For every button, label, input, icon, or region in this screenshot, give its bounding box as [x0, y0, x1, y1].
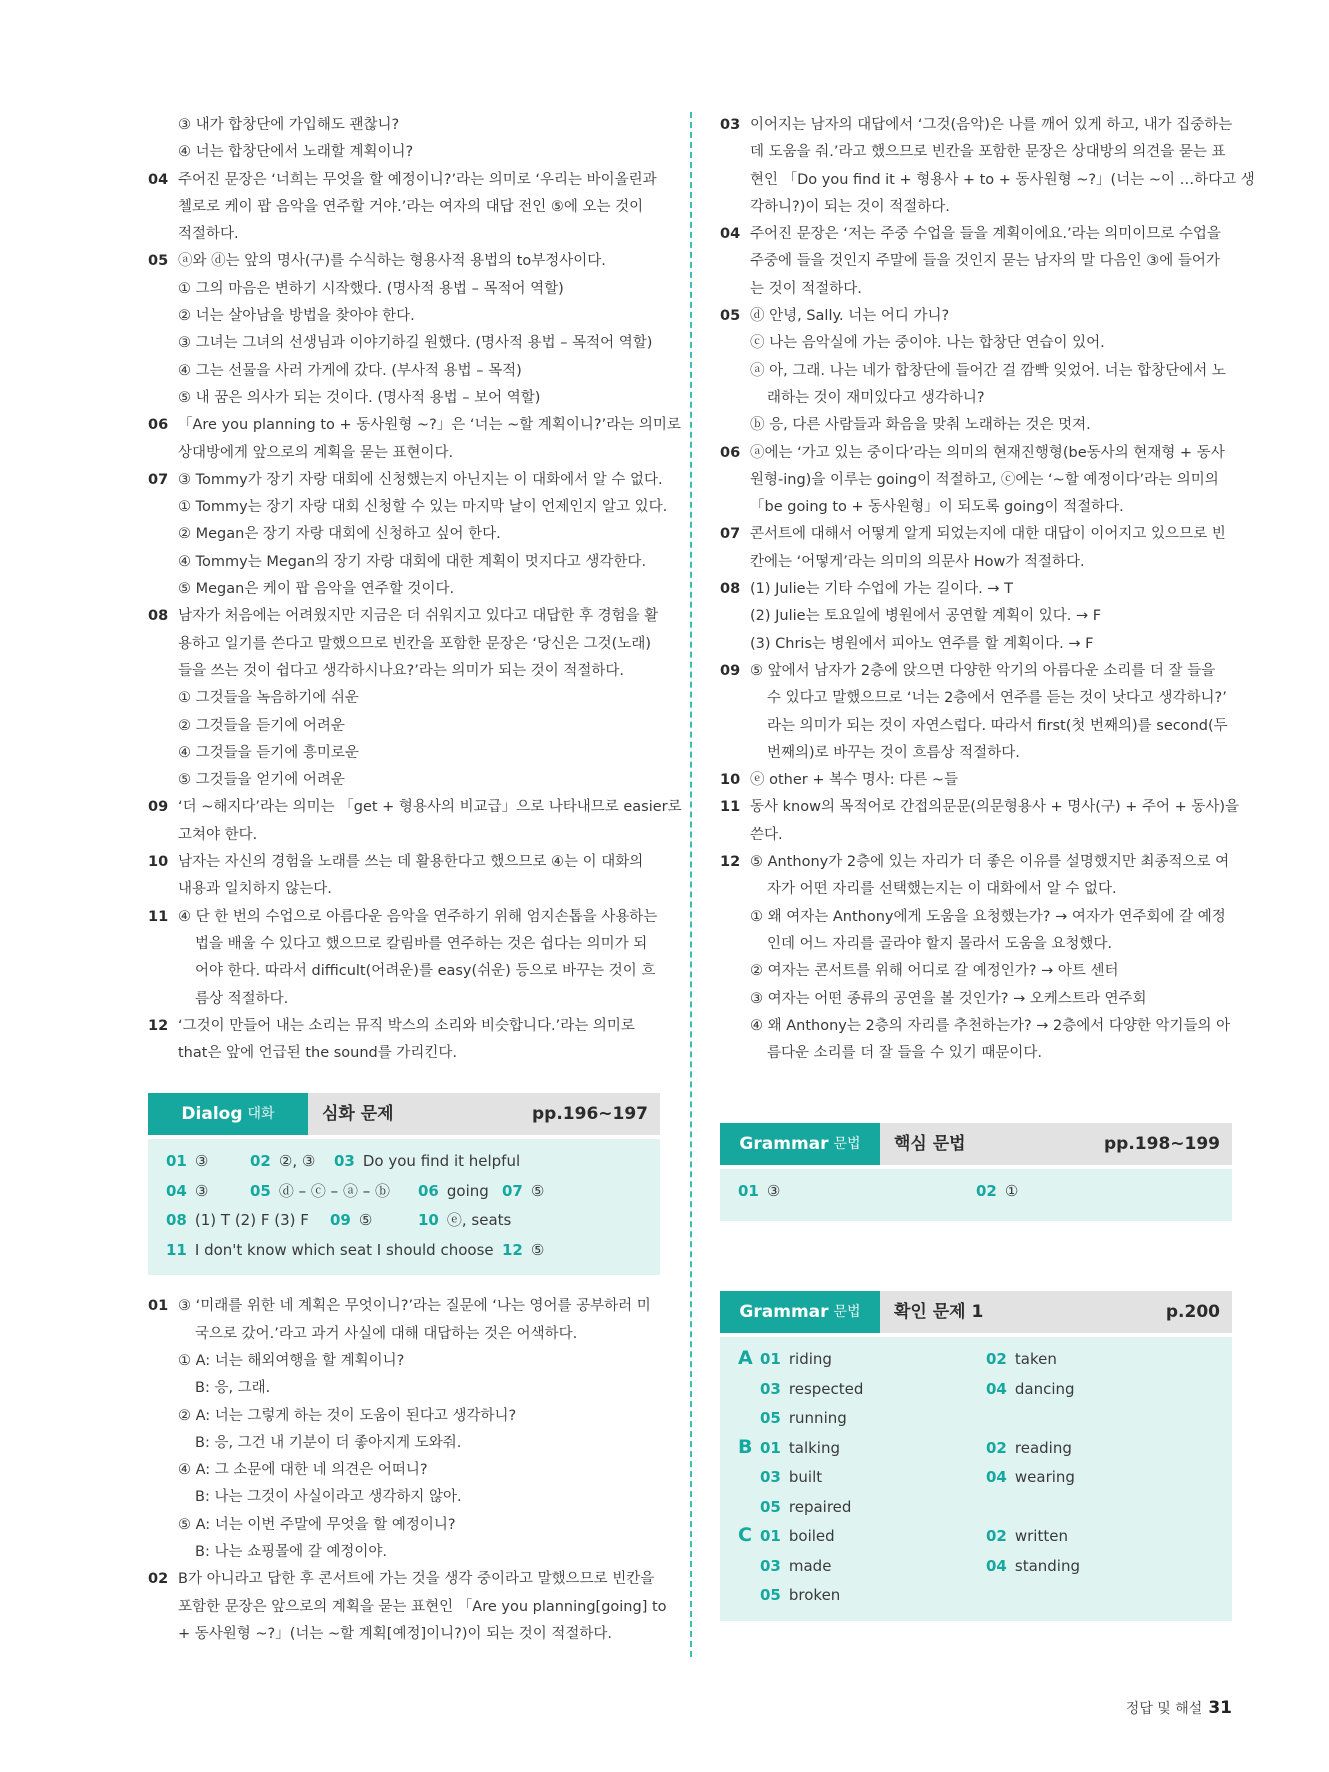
dialog-answers — [148, 1139, 660, 1275]
explanation-line: (3) Chris는 병원에서 피아노 연주를 할 계획이다. → F — [750, 635, 1094, 652]
explanation-line: 인데 어느 자리를 골라야 할지 몰라서 도움을 요청했다. — [767, 935, 1113, 952]
answer-cell — [986, 1522, 1068, 1552]
explanation-line: 데 도움을 줘.’라고 했으므로 빈칸을 포함한 문장은 상대방의 의견을 묻는 표 — [750, 144, 1226, 161]
dialog-section — [148, 1093, 660, 1275]
answer-value: ⑤ — [358, 1211, 373, 1230]
explanation-line: 현인 「Do you find it + 형용사 + to + 동사원형 ~?」(너는 ~이 …하다고 생 — [750, 171, 1255, 188]
item-number: 05 — [148, 253, 169, 270]
dialog-tag-en: Dialog — [181, 1103, 243, 1124]
explanation-line: 쓴다. — [750, 826, 783, 843]
answer-number: 11 — [166, 1240, 187, 1259]
explanation-line: 번째의)로 바꾸는 것이 흐름상 적절하다. — [767, 744, 1020, 761]
explanation-line: 고쳐야 한다. — [178, 826, 258, 843]
answer-value: standing — [1014, 1556, 1080, 1575]
dialog-pages: pp.196~197 — [531, 1103, 648, 1124]
explanation-line: 주어진 문장은 ‘저는 주중 수업을 들을 계획이에요.’라는 의미이므로 수업을 — [750, 226, 1221, 243]
explanation-line: 주중에 들을 것인지 주말에 들을 것인지 묻는 남자의 말 다음인 ③에 들어가 — [750, 253, 1220, 270]
explanation-item — [148, 467, 668, 603]
answer-cell — [250, 1177, 390, 1207]
explanation-item — [148, 412, 681, 467]
answer-cell — [986, 1463, 1075, 1493]
top-choices — [148, 112, 660, 167]
item-number: 09 — [720, 662, 741, 679]
answer-cell — [250, 1147, 315, 1177]
answer-value: ③ — [194, 1181, 209, 1200]
explanation-line: ⓒ 나는 음악실에 가는 중이야. 나는 합창단 연습이 있어. — [750, 335, 1105, 352]
explanation-line: ‘그것이 만들어 내는 소리는 뮤직 박스의 소리와 비슷합니다.’라는 의미로 — [178, 1017, 635, 1034]
explanation-line: 이어지는 남자의 대답에서 ‘그것(음악)은 나를 깨어 있게 하고, 내가 집중하는 — [750, 117, 1233, 133]
explanation-line: (1) Julie는 기타 수업에 가는 길이다. → T — [750, 581, 1013, 598]
answer-value: ⑤ — [530, 1181, 545, 1200]
explanation-line: 름상 적절하다. — [195, 990, 289, 1007]
grammar-core-tag-en: Grammar — [739, 1133, 829, 1154]
explanation-line: 용하고 일기를 쓴다고 말했으므로 빈칸을 포함한 문장은 ‘당신은 그것(노래) — [178, 635, 652, 652]
answer-value: written — [1014, 1527, 1068, 1546]
answer-cell — [738, 1177, 780, 1207]
answer-value: made — [788, 1556, 832, 1575]
dialog-title: 심화 문제 — [322, 1103, 394, 1124]
answer-row — [166, 1236, 642, 1266]
grammar-check-title: 확인 문제 1 — [894, 1301, 984, 1322]
section-letter: B — [738, 1435, 753, 1458]
explanation-line: 원형-ing)을 이루는 going이 적절하고, ⓒ에는 ‘~할 예정이다’라는 의미의 — [750, 471, 1219, 488]
explanation-line: ④ A: 그 소문에 대한 네 의견은 어떠니? — [178, 1462, 428, 1479]
explanation-line: ② Megan은 장기 자랑 대회에 신청하고 싶어 한다. — [178, 526, 501, 543]
dialog-tag — [148, 1093, 308, 1135]
answer-number: 01 — [760, 1350, 781, 1369]
left-column — [148, 112, 682, 1648]
answer-value: ① — [1004, 1182, 1019, 1201]
answer-cell — [976, 1177, 1018, 1207]
answer-number: 02 — [986, 1350, 1007, 1369]
answer-number: 05 — [760, 1409, 781, 1428]
explanation-line: ⓐ에는 ‘가고 있는 중이다’라는 의미의 현재진행형(be동사의 현재형 + 동사 — [750, 444, 1225, 461]
explanation-line: 는 것이 적절하다. — [750, 280, 862, 297]
explanation-line: ⑤ Megan은 케이 팝 음악을 연주할 것이다. — [178, 581, 455, 598]
answer-value: taken — [1014, 1350, 1057, 1369]
explanation-line: ① 그것들을 녹음하기에 쉬운 — [178, 690, 359, 707]
item-number: 11 — [148, 908, 169, 925]
grammar-core-header — [720, 1123, 1232, 1165]
explanation-line: ⓑ 응, 다른 사람들과 화음을 맞춰 노래하는 것은 멋져. — [750, 417, 1091, 434]
explanation-line: ① Tommy는 장기 자랑 대회 신청할 수 있는 마지막 날이 언제인지 알고 있다. — [178, 499, 668, 516]
explanation-item — [720, 440, 1232, 522]
explanation-item — [148, 603, 660, 794]
right-column — [720, 112, 1255, 1621]
explanation-item — [148, 1013, 660, 1068]
explanation-item — [720, 658, 1232, 767]
answer-cell — [166, 1177, 208, 1207]
explanation-line: 첼로로 케이 팝 음악을 연주할 거야.’라는 여자의 대답 전인 ⑤에 오는 것이 — [178, 198, 644, 215]
answer-number: 01 — [760, 1527, 781, 1546]
answer-number: 05 — [760, 1586, 781, 1605]
explanation-line: 상대방에게 앞으로의 계획을 묻는 표현이다. — [178, 444, 454, 461]
explanation-item — [720, 849, 1232, 1067]
explanation-line: ⓔ other + 복수 명사: 다른 ~들 — [750, 772, 959, 789]
explanation-line: 라는 의미가 되는 것이 자연스럽다. 따라서 first(첫 번째의)를 second(두 — [767, 717, 1228, 734]
grammar-check-pages: p.200 — [1165, 1301, 1220, 1322]
grammar-check-answers — [720, 1337, 1232, 1621]
dialog-header — [148, 1093, 660, 1135]
explanation-line: ③ 그녀는 그녀의 선생님과 이야기하길 원했다. (명사적 용법 – 목적어 역할) — [178, 335, 653, 352]
answer-value: broken — [788, 1586, 841, 1605]
footer-label: 정답 및 해설 — [1125, 1701, 1203, 1717]
answer-value: dancing — [1014, 1379, 1075, 1398]
explanation-line: ④ Tommy는 Megan의 장기 자랑 대회에 대한 계획이 멋지다고 생각한다. — [178, 553, 647, 570]
answer-cell — [986, 1434, 1072, 1464]
explanation-line: ① 그의 마음은 변하기 시작했다. (명사적 용법 – 목적어 역할) — [178, 280, 564, 297]
explanation-item — [148, 248, 660, 412]
answer-value: running — [788, 1409, 847, 1428]
item-number: 08 — [148, 608, 169, 625]
explanation-item — [148, 1293, 660, 1566]
grammar-core-answers — [720, 1169, 1232, 1221]
choice-line: ④ 너는 합창단에서 노래할 계획이니? — [178, 144, 414, 161]
answer-value: ⑤ — [530, 1240, 545, 1259]
answer-value: riding — [788, 1350, 832, 1369]
item-number: 04 — [720, 226, 741, 243]
grammar-check-tag-en: Grammar — [739, 1301, 829, 1322]
explanation-line: B: 응, 그래. — [195, 1380, 271, 1397]
explanation-line: ⓐ와 ⓓ는 앞의 명사(구)를 수식하는 형용사적 용법의 to부정사이다. — [178, 253, 606, 270]
column-divider — [690, 112, 692, 1657]
answer-row — [738, 1434, 1214, 1464]
explanation-line: ② 여자는 콘서트를 위해 어디로 갈 예정인가? → 아트 센터 — [750, 963, 1119, 980]
answer-value: I don't know which seat I should choose — [194, 1240, 494, 1259]
answer-value: ③ — [766, 1182, 781, 1201]
item-number: 07 — [720, 526, 741, 543]
explanation-line: 주어진 문장은 ‘너희는 무엇을 할 예정이니?’라는 의미로 ‘우리는 바이올린과 — [178, 171, 657, 188]
item-number: 07 — [148, 471, 169, 488]
answer-value: ⓓ – ⓒ – ⓐ – ⓑ — [278, 1181, 390, 1200]
explanation-item — [148, 1566, 667, 1648]
answer-number: 12 — [502, 1240, 523, 1259]
explanation-line: ⑤ A: 너는 이번 주말에 무엇을 할 예정이니? — [178, 1516, 456, 1533]
explanation-line: ① 왜 여자는 Anthony에게 도움을 요청했는가? → 여자가 연주회에 갈 예정 — [750, 908, 1226, 925]
explanation-line: 적절하다. — [178, 226, 239, 243]
explanation-line: 래하는 것이 재미있다고 생각하니? — [767, 389, 985, 406]
answer-cell — [986, 1345, 1057, 1375]
answer-number: 02 — [986, 1438, 1007, 1457]
answer-row — [166, 1147, 642, 1177]
answer-row — [738, 1345, 1214, 1375]
item-number: 12 — [148, 1017, 169, 1034]
answer-cell — [334, 1147, 520, 1177]
explanation-line: 어야 한다. 따라서 difficult(어려운)를 easy(쉬운) 등으로 바꾸는 것이 흐 — [195, 963, 656, 980]
explanation-line: that은 앞에 언급된 the sound를 가리킨다. — [178, 1045, 457, 1062]
answer-row — [738, 1177, 1214, 1207]
answer-number: 02 — [976, 1182, 997, 1201]
explanation-line: B: 응, 그건 내 기분이 더 좋아지게 도와줘. — [195, 1434, 462, 1451]
answer-number: 02 — [250, 1152, 271, 1171]
answer-value: respected — [788, 1379, 864, 1398]
explanation-item — [720, 221, 1232, 303]
explanation-line: 동사 know의 목적어로 간접의문문(의문형용사 + 명사(구) + 주어 + 동사)을 — [750, 799, 1240, 816]
explanation-line: 칸에는 ‘어떻게’라는 의미의 의문사 How가 적절하다. — [750, 553, 1085, 570]
answer-cell — [502, 1177, 544, 1207]
explanation-line: ⑤ Anthony가 2층에 있는 자리가 더 좋은 이유를 설명했지만 최종적으로 여 — [750, 854, 1230, 871]
answer-cell — [418, 1206, 511, 1236]
explanation-item — [720, 767, 1232, 794]
explanation-line: ② 너는 살아남을 방법을 찾아야 한다. — [178, 308, 415, 325]
answer-number: 01 — [166, 1152, 187, 1171]
explanation-line: ④ 그는 선물을 사러 가게에 갔다. (부사적 용법 – 목적) — [178, 362, 522, 379]
explanation-item — [148, 849, 660, 904]
answer-cell — [760, 1552, 831, 1582]
grammar-check-tag-ko: 문법 — [833, 1303, 861, 1320]
right-explanations — [720, 112, 1255, 1067]
answer-row — [738, 1404, 1214, 1434]
answer-row — [738, 1522, 1214, 1552]
answer-number: 06 — [418, 1181, 439, 1200]
answer-value: repaired — [788, 1497, 852, 1516]
answer-cell — [166, 1147, 208, 1177]
explanation-line: ④ 그것들을 듣기에 흥미로운 — [178, 744, 359, 761]
explanation-line: ① A: 너는 해외여행을 할 계획이니? — [178, 1352, 405, 1369]
answer-number: 03 — [760, 1556, 781, 1575]
explanation-line: B: 나는 그것이 사실이라고 생각하지 않아. — [195, 1489, 462, 1506]
explanation-item — [148, 167, 660, 249]
answer-cell — [760, 1463, 822, 1493]
answer-cell — [760, 1581, 840, 1611]
explanation-line: ③ Tommy가 장기 자랑 대회에 신청했는지 아닌지는 이 대화에서 알 수 없다. — [178, 471, 663, 488]
answer-cell — [986, 1552, 1080, 1582]
answer-value: Do you find it helpful — [362, 1152, 521, 1171]
explanation-item — [148, 904, 660, 1013]
explanation-line: 내용과 일치하지 않는다. — [178, 881, 332, 898]
answer-value: boiled — [788, 1527, 835, 1546]
item-number: 06 — [720, 444, 741, 461]
dialog-explanations — [148, 1293, 667, 1648]
answer-number: 09 — [330, 1211, 351, 1230]
answer-number: 07 — [502, 1181, 523, 1200]
answer-row — [166, 1206, 642, 1236]
answer-cell — [760, 1522, 835, 1552]
explanation-item — [720, 112, 1255, 221]
explanation-item — [720, 794, 1240, 849]
explanation-line: B가 아니라고 답한 후 콘서트에 가는 것을 생각 중이라고 말했으므로 빈칸을 — [178, 1571, 655, 1588]
grammar-check-section — [720, 1291, 1232, 1621]
answer-number: 03 — [760, 1379, 781, 1398]
item-number: 01 — [148, 1298, 169, 1315]
answer-value: going — [446, 1181, 489, 1200]
answer-number: 04 — [986, 1556, 1007, 1575]
explanation-line: ③ 여자는 어떤 종류의 공연을 볼 것인가? → 오케스트라 연주회 — [750, 990, 1147, 1007]
answer-number: 04 — [986, 1468, 1007, 1487]
explanation-line: ② A: 너는 그렇게 하는 것이 도움이 된다고 생각하니? — [178, 1407, 517, 1424]
dialog-tag-ko: 대화 — [247, 1105, 275, 1122]
answer-cell — [166, 1236, 494, 1266]
explanation-line: ⑤ 그것들을 얻기에 어려운 — [178, 772, 345, 789]
answer-row — [738, 1552, 1214, 1582]
answer-row — [166, 1177, 642, 1207]
answer-number: 01 — [738, 1182, 759, 1201]
explanation-item — [148, 794, 682, 849]
answer-value: ⓔ, seats — [446, 1211, 512, 1230]
answer-value: wearing — [1014, 1468, 1075, 1487]
page-footer — [1126, 1698, 1232, 1718]
explanation-item — [720, 303, 1232, 439]
explanation-item — [720, 576, 1232, 658]
item-number: 09 — [148, 799, 169, 816]
answer-cell — [502, 1236, 544, 1266]
grammar-core-title: 핵심 문법 — [894, 1133, 966, 1154]
item-number: 10 — [720, 772, 741, 789]
explanation-item — [720, 521, 1232, 576]
explanation-line: ⓐ 아, 그래. 나는 네가 합창단에 들어간 걸 깜빡 잊었어. 너는 합창단에서 노 — [750, 362, 1226, 379]
answer-cell — [760, 1375, 863, 1405]
answer-number: 04 — [986, 1379, 1007, 1398]
answer-cell — [760, 1493, 851, 1523]
answer-cell — [760, 1345, 832, 1375]
answer-number: 10 — [418, 1211, 439, 1230]
item-number: 06 — [148, 417, 169, 434]
page-number: 31 — [1208, 1698, 1232, 1718]
explanation-line: 남자가 처음에는 어려웠지만 지금은 더 쉬워지고 있다고 대답한 후 경험을 활 — [178, 608, 659, 625]
explanation-line: 들을 쓰는 것이 쉽다고 생각하시나요?’라는 의미가 되는 것이 적절하다. — [178, 662, 624, 679]
explanation-line: 름다운 소리를 더 잘 들을 수 있기 때문이다. — [767, 1045, 1042, 1062]
grammar-check-tag — [720, 1291, 880, 1333]
explanation-line: (2) Julie는 토요일에 병원에서 공연할 계획이 있다. → F — [750, 608, 1102, 625]
answer-row — [738, 1463, 1214, 1493]
explanation-line: ⑤ 내 꿈은 의사가 되는 것이다. (명사적 용법 – 보어 역할) — [178, 389, 541, 406]
item-number: 02 — [148, 1571, 169, 1588]
grammar-core-tag — [720, 1123, 880, 1165]
answer-number: 08 — [166, 1211, 187, 1230]
explanation-line: ④ 단 한 번의 수업으로 아름다운 음악을 연주하기 위해 엄지손톱을 사용하는 — [178, 908, 658, 925]
answer-number: 03 — [760, 1468, 781, 1487]
item-number: 08 — [720, 581, 741, 598]
explanation-line: 각하니?)이 되는 것이 적절하다. — [750, 198, 950, 215]
explanation-line: 「Are you planning to + 동사원형 ~?」은 ‘너는 ~할 계획이니?’라는 의미로 — [178, 417, 681, 434]
answer-value: talking — [788, 1438, 840, 1457]
answer-value: (1) T (2) F (3) F — [194, 1211, 309, 1230]
grammar-check-header — [720, 1291, 1232, 1333]
answer-value: ②, ③ — [278, 1152, 316, 1171]
answer-cell — [760, 1434, 840, 1464]
explanation-line: ② 그것들을 듣기에 어려운 — [178, 717, 345, 734]
item-number: 11 — [720, 799, 741, 816]
answer-number: 05 — [250, 1181, 271, 1200]
answer-cell — [986, 1375, 1075, 1405]
answer-value: reading — [1014, 1438, 1072, 1457]
answer-row — [738, 1375, 1214, 1405]
answer-number: 02 — [986, 1527, 1007, 1546]
grammar-core-section — [720, 1123, 1232, 1221]
answer-cell — [330, 1206, 372, 1236]
grammar-core-pages: pp.198~199 — [1103, 1133, 1220, 1154]
answer-value: ③ — [194, 1152, 209, 1171]
answer-number: 03 — [334, 1152, 355, 1171]
section-letter: A — [738, 1347, 753, 1370]
item-number: 03 — [720, 117, 741, 133]
answer-number: 05 — [760, 1497, 781, 1516]
explanation-line: 국으로 갔어.’라고 과거 사실에 대해 대답하는 것은 어색하다. — [195, 1325, 578, 1342]
grammar-core-tag-ko: 문법 — [833, 1135, 861, 1152]
explanation-line: 법을 배울 수 있다고 했으므로 칼림바를 연주하는 것은 쉽다는 의미가 되 — [195, 935, 648, 952]
explanation-line: ⑤ 앞에서 남자가 2층에 앉으면 다양한 악기의 아름다운 소리를 더 잘 들을 — [750, 662, 1216, 679]
explanation-line: ③ ‘미래를 위한 네 계획은 무엇이니?’라는 질문에 ‘나는 영어를 공부하러 미 — [178, 1298, 651, 1315]
explanation-line: 「be going to + 동사원형」이 되도록 going이 적절하다. — [750, 499, 1124, 516]
explanation-line: 콘서트에 대해서 어떻게 알게 되었는지에 대한 대답이 이어지고 있으므로 빈 — [750, 526, 1226, 543]
explanation-line: ‘더 ~해지다’라는 의미는 「get + 형용사의 비교급」으로 나타내므로 easier로 — [178, 799, 682, 816]
explanation-line: ④ 왜 Anthony는 2층의 자리를 추천하는가? → 2층에서 다양한 악기들의 아 — [750, 1017, 1231, 1034]
explanation-line: ⓓ 안녕, Sally. 너는 어디 가니? — [750, 308, 950, 325]
item-number: 12 — [720, 854, 741, 871]
answer-cell — [418, 1177, 489, 1207]
left-explanations — [148, 167, 682, 1068]
answer-row — [738, 1581, 1214, 1611]
answer-cell — [166, 1206, 309, 1236]
explanation-line: B: 나는 쇼핑몰에 갈 예정이야. — [195, 1544, 387, 1561]
explanation-line: 자가 어떤 자리를 선택했는지는 이 대화에서 알 수 없다. — [767, 881, 1117, 898]
section-letter: C — [738, 1524, 752, 1547]
answer-cell — [760, 1404, 847, 1434]
item-number: 04 — [148, 171, 169, 188]
choice-line: ③ 내가 합창단에 가입해도 괜찮니? — [178, 117, 400, 133]
answer-value: built — [788, 1468, 823, 1487]
item-number: 10 — [148, 854, 169, 871]
explanation-line: 남자는 자신의 경험을 노래를 쓰는 데 활용한다고 했으므로 ④는 이 대화의 — [178, 854, 644, 871]
item-number: 05 — [720, 308, 741, 325]
answer-row — [738, 1493, 1214, 1523]
answer-number: 04 — [166, 1181, 187, 1200]
explanation-line: 수 있다고 말했으므로 ‘너는 2층에서 연주를 듣는 것이 낫다고 생각하니?’ — [767, 690, 1227, 707]
explanation-line: 포함한 문장은 앞으로의 계획을 묻는 표현인 「Are you planning[going] to — [178, 1598, 667, 1615]
explanation-line: + 동사원형 ~?」(너는 ~할 계획[예정]이니?)이 되는 것이 적절하다. — [178, 1625, 612, 1642]
answer-number: 01 — [760, 1438, 781, 1457]
